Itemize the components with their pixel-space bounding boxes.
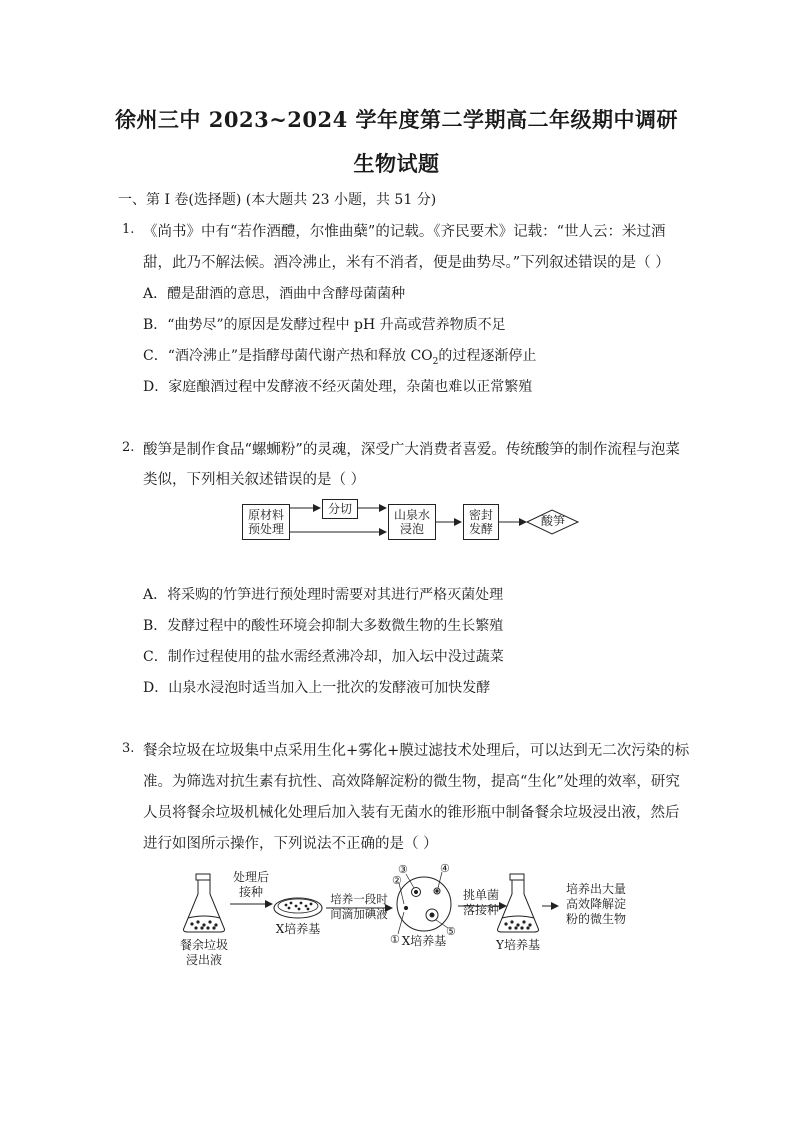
colony-3-label: ③ <box>398 863 408 876</box>
question-3-stem-line-2: 准。为筛选对抗生素有抗性、高效降解淀粉的微生物，提高“生化”处理的效率，研究 <box>143 774 680 790</box>
question-1-stem-line-1: 《尚书》中有“若作酒醴，尔惟曲蘖”的记载。《齐民要术》记载：“世人云：米过酒 <box>143 224 666 240</box>
plate-x-first <box>274 898 322 918</box>
acid-bamboo-flow-diagram <box>240 498 580 546</box>
question-3-number: 3. <box>122 741 135 756</box>
question-2-option-c: C．制作过程使用的盐水需经煮沸冷却，加入坛中没过蔬菜 <box>143 649 504 665</box>
question-1-stem-line-2: 甜，此乃不解法候。酒冷沸止，米有不消者，便是曲势尽。”下列叙述错误的是（ ） <box>143 255 670 271</box>
question-2-stem-line-1: 酸笋是制作食品“螺蛳粉”的灵魂，深受广大消费者喜爱。传统酸笋的制作流程与泡菜 <box>143 442 680 458</box>
question-3-stem-line-1: 餐余垃圾在垃圾集中点采用生化+雾化+膜过滤技术处理后，可以达到无二次污染的标 <box>143 743 690 759</box>
flask-left-label: 餐余垃圾 浸出液 <box>179 938 228 967</box>
question-3-stem-line-3: 人员将餐余垃圾机械化处理后加入装有无菌水的锥形瓶中制备餐余垃圾浸出液，然后 <box>143 805 680 821</box>
colony-4-label: ④ <box>440 862 450 875</box>
box-spring-soak: 山泉水 浸泡 <box>388 504 436 540</box>
flask-left <box>184 874 225 932</box>
plate-x-second-label: X培养基 <box>401 934 447 948</box>
colony-1-label: ① <box>390 933 400 946</box>
colony-5-label: ⑤ <box>446 925 456 938</box>
question-1-option-d: D．家庭酿酒过程中发酵液不经灭菌处理，杂菌也难以正常繁殖 <box>143 379 533 395</box>
result-label: 培养出大量 高效降解淀 粉的微生物 <box>565 882 626 926</box>
arrow-pick-colony-label: 挑单菌 落接种 <box>462 888 499 917</box>
colony-2-label: ② <box>392 874 402 887</box>
plate-x-second <box>397 877 451 931</box>
question-3-stem-line-4: 进行如图所示操作，下列说法不正确的是（ ） <box>143 836 438 852</box>
colony-pointers <box>398 872 448 934</box>
question-2-option-a: A．将采购的竹笋进行预处理时需要对其进行严格灭菌处理 <box>143 587 504 603</box>
arrow-inoculate-label: 处理后 接种 <box>232 870 269 899</box>
flask-right-label: Y培养基 <box>496 938 540 952</box>
question-1-option-b: B．“曲势尽”的原因是发酵过程中 pH 升高或营养物质不足 <box>143 317 506 333</box>
flask-right-sediment <box>504 920 531 929</box>
exam-subject-title: 生物试题 <box>353 151 440 176</box>
question-2-option-b: B．发酵过程中的酸性环境会抑制大多数微生物的生长繁殖 <box>143 618 504 634</box>
flask-left-sediment <box>190 920 217 929</box>
question-1-option-a: A．醴是甜酒的意思，酒曲中含酵母菌菌种 <box>143 286 406 302</box>
question-1-option-c: C．“酒冷沸止”是指酵母菌代谢产热和释放 $CO_2$的过程逐渐停止 <box>143 348 537 367</box>
question-2-stem-line-2: 类似，下列相关叙述错误的是（ ） <box>143 472 366 488</box>
product-label: 酸笋 <box>540 514 565 528</box>
arrow-iodine-label: 培养一段时 间滴加碘液 <box>330 892 388 921</box>
section-heading: 一、第 I 卷(选择题) (本大题共 23 小题，共 51 分) <box>118 192 437 208</box>
box-raw-pretreat: 原材料 预处理 <box>242 504 290 540</box>
box-seal-ferment: 密封 发酵 <box>463 504 499 540</box>
plate-x-first-label: X培养基 <box>275 922 321 936</box>
screening-experiment-diagram <box>180 858 670 978</box>
question-1-number: 1. <box>122 222 135 237</box>
question-2-number: 2. <box>122 440 135 455</box>
exam-title: 徐州三中 2023~2024 学年度第二学期高二年级期中调研 <box>114 107 679 132</box>
question-2-option-d: D．山泉水浸泡时适当加入上一批次的发酵液可加快发酵 <box>143 680 491 696</box>
box-cut: 分切 <box>322 499 358 519</box>
